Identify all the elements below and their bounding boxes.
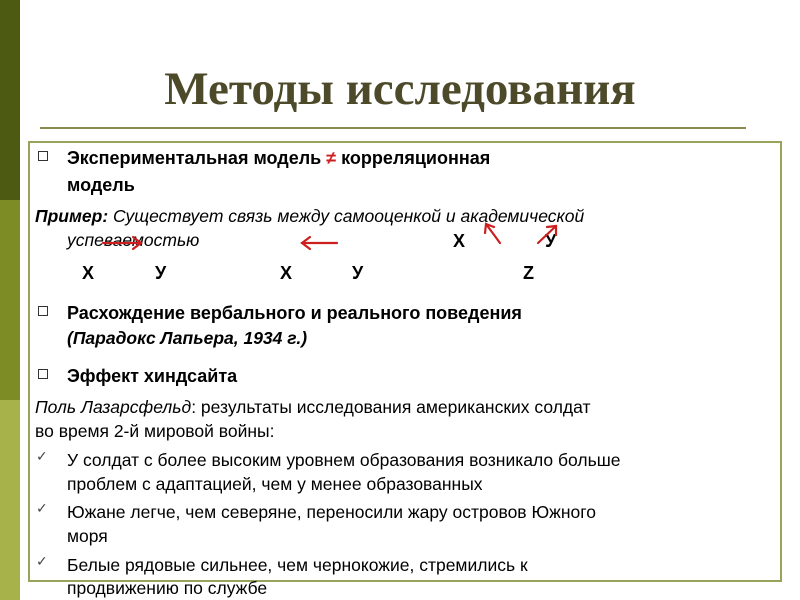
checkmark-bullet-icon: ✓ [36,553,48,569]
finding-2-line2: моря [67,526,108,546]
finding-1-line2: проблем с адаптацией, чем у менее образованных [67,474,483,494]
title-underline [40,127,746,129]
lazarsfeld-name: Поль Лазарсфельд [35,397,192,417]
letter-x-right: X [453,231,466,251]
square-bullet-icon [38,151,48,161]
not-equal-icon: ≠ [326,148,337,168]
example-line1 [35,206,584,227]
sidebar-band-mid [0,200,20,400]
letter-x2: X [280,263,293,283]
slide-title: Методы исследования [164,63,636,115]
checkmark-bullet-icon: ✓ [36,500,48,516]
lazarsfeld-line1 [35,397,590,418]
sidebar-band-dark [0,0,20,200]
bullet-behavior: Расхождение вербального и реального поведения [67,303,522,323]
lazarsfeld-text: : результаты исследования американских солдат [191,397,591,417]
example-line2: успеваемостью [67,230,200,250]
bullet-text-line2: модель [67,175,135,195]
letter-y1: У [155,263,167,283]
bullet-lapiere: (Парадокс Лапьера, 1934 г.) [67,328,308,348]
sidebar-decoration [0,0,20,600]
bullet-hindsight: Эффект хиндсайта [67,366,238,386]
letter-z: Z [523,263,534,283]
bullet-text: Экспериментальная модель [67,148,322,168]
finding-1-line1: У солдат с более высоким уровнем образования возникало больше [67,450,621,470]
finding-3-line1: Белые рядовые сильнее, чем чернокожие, стремились к [67,555,528,575]
letter-x1: X [82,263,95,283]
letter-y-right: У [545,231,557,251]
example-label: Пример: [35,206,109,226]
example-text: Существует связь между самооценкой и академической [113,206,585,226]
sidebar-band-light [0,400,20,600]
finding-3-line2: продвижению по службе [67,578,268,598]
square-bullet-icon [38,306,48,316]
bullet-experimental-model [67,148,490,169]
bullet-text: корреляционная [341,148,491,168]
checkmark-bullet-icon: ✓ [36,448,48,464]
square-bullet-icon [38,369,48,379]
letter-y2: У [352,263,364,283]
finding-2-line1: Южане легче, чем северяне, переносили жару островов Южного [67,502,596,522]
lazarsfeld-line2: во время 2-й мировой войны: [35,421,275,441]
